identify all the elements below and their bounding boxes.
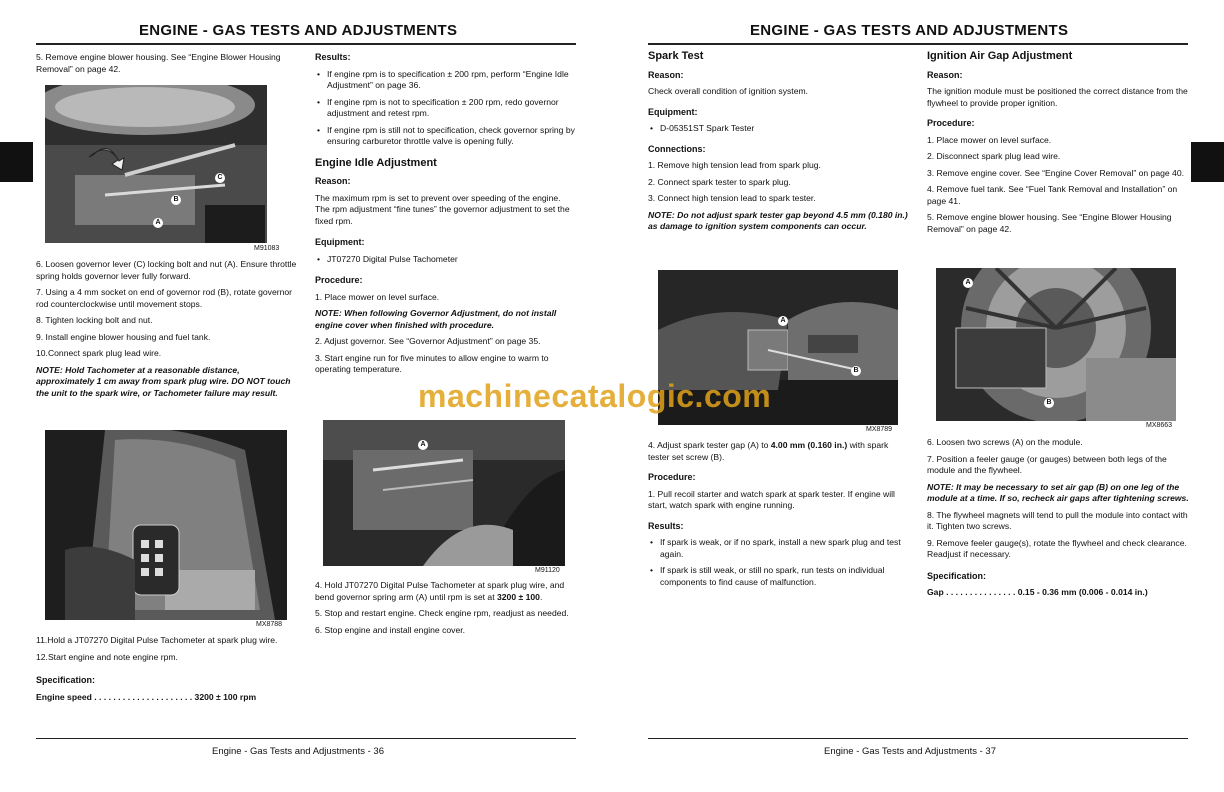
photo-label-mx8789: MX8789 bbox=[866, 426, 893, 433]
left-thumb-tab bbox=[0, 142, 33, 182]
results-heading: Results: bbox=[315, 52, 351, 62]
idle-adjust-photo bbox=[323, 420, 565, 566]
procedure-8: 8. The flywheel magnets will tend to pull the module into contact with it. Tighten two screws. bbox=[927, 509, 1188, 531]
left-column-1-cont bbox=[36, 259, 298, 404]
spec-label: Gap bbox=[927, 587, 944, 597]
spark-step-4-end: with spark tester set screw (B). bbox=[648, 440, 889, 462]
reason-heading: Reason: bbox=[927, 69, 963, 80]
connection-1: 1. Remove high tension lead from spark plug. bbox=[648, 160, 821, 170]
procedure-4-end: . bbox=[539, 591, 543, 602]
air-gap-note: NOTE: It may be necessary to set air gap (B) on one leg of the module at a time. If so, recheck air gaps after tightening screws. bbox=[927, 481, 1189, 503]
result-2: • If engine rpm is not to specification ± 200 rpm, redo governor adjustment and retest rpm. bbox=[315, 97, 577, 120]
step-7: 7. Using a 4 mm socket on end of governor rod (B), rotate governor rod counterclockwise until movement stops. bbox=[36, 287, 293, 309]
step-5: 5. Remove engine blower housing. See “Engine Blower Housing Removal” on page 42. bbox=[36, 52, 281, 74]
right-footer-rule bbox=[648, 738, 1188, 739]
photo-label-mx8663: MX8663 bbox=[1146, 422, 1173, 429]
right-column-2 bbox=[927, 51, 1189, 240]
procedure-3: 3. Remove engine cover. See “Engine Cover Removal” on page 40. bbox=[927, 167, 1185, 178]
spec-value: 3200 ± 100 rpm bbox=[194, 691, 257, 702]
equipment-heading: Equipment: bbox=[648, 106, 698, 117]
left-footer-rule bbox=[36, 738, 576, 739]
procedure-3: 3. Start engine run for five minutes to allow engine to warm to operating temperature. bbox=[315, 352, 549, 374]
procedure-5: 5. Stop and restart engine. Check engine rpm, readjust as needed. bbox=[315, 608, 569, 618]
tachometer-note: NOTE: Hold Tachometer at a reasonable distance, approximately 1 cm away from spark plug wire. DO NOT touch the unit to the spark wire, or Tachometer failure may result. bbox=[36, 364, 291, 398]
connection-3: 3. Connect high tension lead to spark tester. bbox=[648, 193, 816, 203]
spec-value: 0.15 - 0.36 mm (0.006 - 0.014 in.) bbox=[1017, 587, 1148, 597]
step-12: 12.Start engine and note engine rpm. bbox=[36, 651, 178, 662]
procedure-4-text: 4. Hold JT07270 Digital Pulse Tachometer at spark plug wire, and bend governor spring arm (A) until rpm is set at bbox=[315, 580, 565, 602]
procedure-1: 1. Pull recoil starter and watch spark at spark tester. If engine will start, watch spark with engine running. bbox=[648, 488, 895, 510]
step-10: 10.Connect spark plug lead wire. bbox=[36, 348, 162, 358]
step-6: 6. Loosen governor lever (C) locking bolt and nut (A). Ensure throttle spring holds governor lever fully forward. bbox=[36, 259, 297, 281]
reason-text: The ignition module must be positioned the correct distance from the flywheel to provide proper ignition. bbox=[927, 86, 1188, 108]
procedure-1: 1. Place mower on level surface. bbox=[927, 134, 1052, 145]
spec-heading-left: Specification: bbox=[36, 675, 96, 685]
ignition-module-photo bbox=[936, 268, 1176, 421]
right-column-1 bbox=[648, 51, 910, 238]
section-engine-idle: Engine Idle Adjustment bbox=[315, 156, 437, 169]
procedure-2: 2. Disconnect spark plug lead wire. bbox=[927, 151, 1061, 161]
left-page-title: ENGINE - GAS TESTS AND ADJUSTMENTS bbox=[139, 22, 458, 39]
photo-label-m91120: M91120 bbox=[535, 567, 560, 574]
spark-step-4-text: 4. Adjust spark tester gap (A) to bbox=[648, 440, 771, 450]
right-column-2-end bbox=[927, 437, 1189, 604]
procedure-1: 1. Place mower on level surface. bbox=[315, 291, 440, 302]
result-3: • If engine rpm is still not to specification, check governor spring by ensuring carburetor throttle valve is opening fully. bbox=[315, 125, 577, 148]
procedure-5: 5. Remove engine blower housing. See “Engine Blower Housing Removal” on page 42. bbox=[927, 212, 1172, 234]
procedure-6: 6. Stop engine and install engine cover. bbox=[315, 624, 466, 635]
left-column-2-end bbox=[315, 580, 577, 641]
procedure-heading: Procedure: bbox=[648, 472, 696, 482]
procedure-heading: Procedure: bbox=[927, 118, 975, 128]
spec-label: Engine speed bbox=[36, 691, 92, 702]
callout-b: B bbox=[851, 366, 861, 376]
result-2: • If spark is still weak, or still no spark, run tests on individual components to find cause of malfunction. bbox=[648, 565, 910, 588]
callout-b: B bbox=[1044, 398, 1054, 408]
procedure-6: 6. Loosen two screws (A) on the module. bbox=[927, 437, 1083, 447]
callout-c: C bbox=[215, 173, 225, 183]
procedure-9: 9. Remove feeler gauge(s), rotate the flywheel and check clearance. Readjust if necessary. bbox=[927, 537, 1187, 559]
left-column-1 bbox=[36, 52, 298, 80]
result-1: • If engine rpm is to specification ± 200 rpm, perform “Engine Idle Adjustment” on page 36. bbox=[315, 69, 577, 92]
left-title-rule bbox=[36, 43, 576, 45]
procedure-4: 4. Remove fuel tank. See “Fuel Tank Removal and Installation” on page 41. bbox=[927, 184, 1178, 206]
step-9: 9. Install engine blower housing and fuel tank. bbox=[36, 331, 211, 342]
spark-step-4-value: 4.00 mm (0.160 in.) bbox=[770, 440, 848, 450]
reason-text: Check overall condition of ignition system. bbox=[648, 86, 809, 96]
results-heading: Results: bbox=[648, 520, 684, 531]
spark-gap-note: NOTE: Do not adjust spark tester gap beyond 4.5 mm (0.180 in.) as damage to ignition system components can occur. bbox=[648, 209, 908, 231]
equipment-1: • D-05351ST Spark Tester bbox=[648, 123, 910, 135]
right-title-rule bbox=[648, 43, 1188, 45]
equipment-1: • JT07270 Digital Pulse Tachometer bbox=[315, 254, 577, 266]
callout-a: A bbox=[418, 440, 428, 450]
spec-dots: . . . . . . . . . . . . . . . bbox=[943, 587, 1018, 597]
step-11: 11.Hold a JT07270 Digital Pulse Tachometer at spark plug wire. bbox=[36, 635, 278, 645]
procedure-4 bbox=[315, 580, 577, 603]
spec-dots: . . . . . . . . . . . . . . . . . . . . . bbox=[91, 691, 195, 702]
section-spark-test: Spark Test bbox=[648, 50, 704, 62]
photo-label-mx8788: MX8788 bbox=[256, 621, 283, 628]
section-ignition-air-gap: Ignition Air Gap Adjustment bbox=[927, 50, 1073, 62]
watermark: machinecatalogic.com bbox=[418, 378, 772, 414]
reason-heading: Reason: bbox=[315, 176, 351, 186]
callout-a: A bbox=[778, 316, 788, 326]
photo-label-m91083: M91083 bbox=[254, 245, 280, 252]
reason-text: The maximum rpm is set to prevent over speeding of the engine. The rpm adjustment “fine tunes” the governor adjustment to set the fixed rpm. bbox=[315, 192, 570, 226]
connections-heading: Connections: bbox=[648, 143, 706, 154]
procedure-heading: Procedure: bbox=[315, 275, 363, 285]
result-1: • If spark is weak, or if no spark, install a new spark plug and test again. bbox=[648, 537, 910, 560]
step-8: 8. Tighten locking bolt and nut. bbox=[36, 315, 153, 325]
callout-a: A bbox=[963, 278, 973, 288]
right-thumb-tab bbox=[1191, 142, 1224, 182]
callout-b: B bbox=[171, 195, 181, 205]
governor-photo bbox=[45, 85, 267, 243]
procedure-7: 7. Position a feeler gauge (or gauges) between both legs of the module and the flywheel. bbox=[927, 453, 1167, 475]
gap-spec bbox=[927, 587, 1189, 599]
connection-2: 2. Connect spark tester to spark plug. bbox=[648, 176, 791, 187]
right-footer: Engine - Gas Tests and Adjustments - 37 bbox=[824, 746, 996, 757]
spark-step-4 bbox=[648, 440, 910, 463]
left-column-1-end bbox=[36, 635, 298, 708]
procedure-2: 2. Adjust governor. See “Governor Adjustment” on page 35. bbox=[315, 336, 541, 346]
equipment-heading: Equipment: bbox=[315, 237, 365, 247]
callout-a: A bbox=[153, 218, 163, 228]
right-page-title: ENGINE - GAS TESTS AND ADJUSTMENTS bbox=[750, 22, 1069, 39]
governor-note: NOTE: When following Governor Adjustment, do not install engine cover when finished with procedure. bbox=[315, 308, 557, 330]
right-column-1-end bbox=[648, 440, 910, 593]
reason-heading: Reason: bbox=[648, 69, 684, 80]
spec-heading-right: Specification: bbox=[927, 570, 987, 581]
left-column-2 bbox=[315, 52, 577, 381]
procedure-4-value: 3200 ± 100 bbox=[496, 591, 540, 602]
left-footer: Engine - Gas Tests and Adjustments - 36 bbox=[212, 746, 384, 757]
engine-speed-spec bbox=[36, 692, 298, 704]
tachometer-photo bbox=[45, 430, 287, 620]
